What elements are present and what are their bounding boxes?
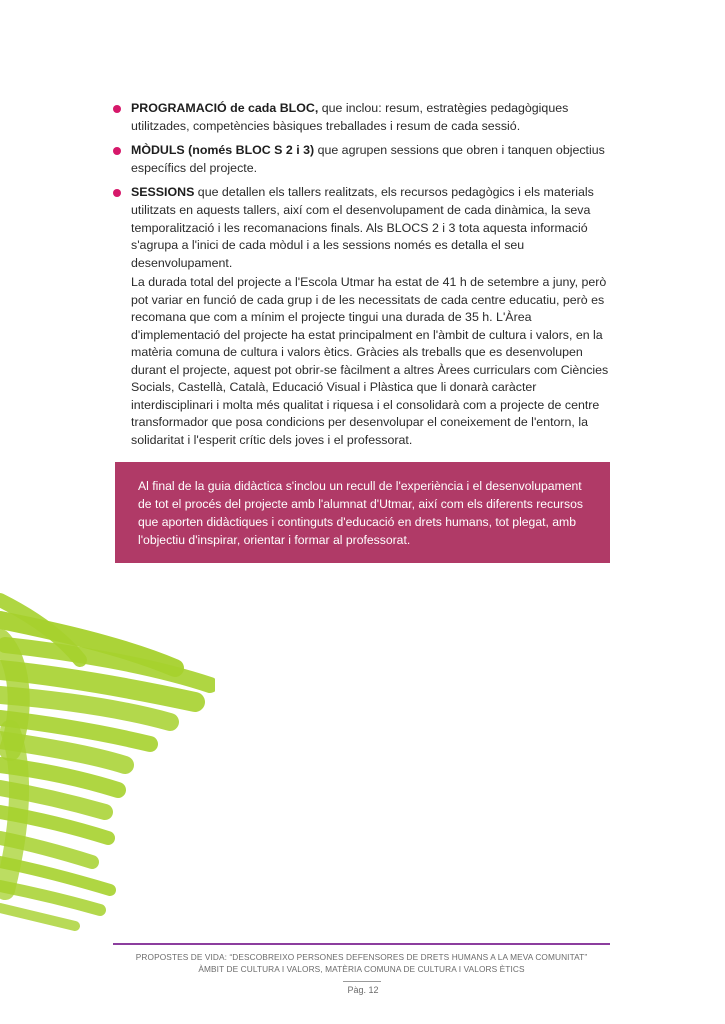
page-number-rule bbox=[343, 981, 381, 982]
body-paragraph: La durada total del projecte a l'Escola Utmar ha estat de 41 h de setembre a juny, però pot variar en funció de cada grup i de les necessitats de cada centre educatiu, però es recomana que com a mínim el projecte tingui una durada de 35 h. L'Àrea d'implementació del projecte ha estat principalment en l'àmbit de cultura i valors, en la matèria comuna de cultura i valors ètics. Gràcies als treballs que es desenvolupen durant el projecte, aquest pot obrir-se fàcilment a altres Àrees curriculars com Ciències Socials, Castellà, Català, Educació Visual i Plàstica que li donarà caràcter interdisciplinari i molta més qualitat i riquesa i el consolidarà com a projecte de centre transformador que posa condicions per desenvolupar el coneixement de l'entorn, la solidaritat i l'esperit crític dels joves i el professorat. bbox=[131, 275, 609, 447]
bullet-text: que inclou: resum, estratègies pedagògiques utilitzades, competències bàsiques treballades i resum de cada sessió. bbox=[131, 101, 569, 133]
bullet-dot-icon bbox=[113, 189, 121, 197]
green-brush-decoration bbox=[0, 590, 215, 935]
footer-title: PROPOSTES DE VIDA: “DESCOBREIXO PERSONES DEFENSORES DE DRETS HUMANS A LA MEVA COMUNITAT” bbox=[135, 952, 588, 962]
bullet-bold-label: SESSIONS bbox=[131, 185, 195, 200]
footer-subtitle: ÀMBIT DE CULTURA I VALORS, MATÈRIA COMUNA DE CULTURA I VALORS ÈTICS bbox=[198, 964, 525, 974]
callout-box bbox=[115, 462, 610, 563]
bullet-bold-label: PROGRAMACIÓ de cada BLOC, bbox=[131, 101, 319, 115]
bullet-text: que agrupen sessions que obren i tanquen objectius específics del projecte. bbox=[131, 143, 605, 175]
bullet-item-sessions bbox=[113, 184, 618, 272]
bullet-item-programacio bbox=[113, 100, 618, 135]
bullet-dot-icon bbox=[113, 147, 121, 155]
bullet-bold-label: MÒDULS (només BLOC S 2 i 3) bbox=[131, 143, 315, 158]
callout-text: Al final de la guia didàctica s'inclou un recull de l'experiència i el desenvolupament de tot el procés del projecte amb l'alumnat d'Utmar, així com els diferents recursos que aporten didàctiques i continguts d'educació en drets humans, tot plegat, amb l'objectiu d'inspirar, orientar i formar al professorat. bbox=[138, 479, 583, 547]
footer-rule bbox=[113, 943, 610, 945]
bullet-item-moduls bbox=[113, 142, 618, 177]
bullet-dot-icon bbox=[113, 105, 121, 113]
page-number: Pàg. 12 bbox=[347, 985, 379, 995]
bullet-list bbox=[113, 100, 618, 279]
bullet-text: que detallen els tallers realitzats, els recursos pedagògics i els materials utilitzats en aquests tallers, així com el desenvolupament de cada dinàmica, la seva temporalització i les recomanacions finals. Als BLOCS 2 i 3 tota aquesta informació s'agrupa a l'inici de cada mòdul i a les sessions només es detalla el seu desenvolupament. bbox=[131, 185, 594, 270]
